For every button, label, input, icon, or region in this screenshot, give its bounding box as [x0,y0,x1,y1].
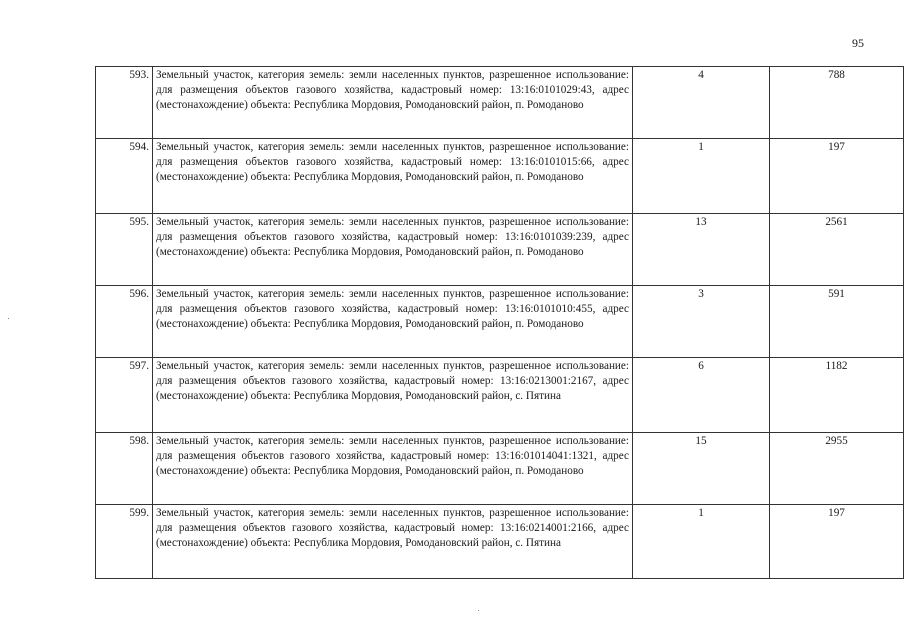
row-description: Земельный участок, категория земель: земли населенных пунктов, разрешенное использование: для размещения объектов газового хозяйства, кадастровый номер: 13:16:0101039:239, адрес (местонахождение) объекта: Республика Мордовия, Ромодановский район, п. Ромоданово [153,214,633,286]
table-row [96,67,904,139]
row-quantity: 4 [633,67,770,139]
table-row [96,358,904,433]
table-row [96,286,904,358]
row-description: Земельный участок, категория земель: земли населенных пунктов, разрешенное использование: для размещения объектов газового хозяйства, кадастровый номер: 13:16:0101015:66, адрес (местонахождение) объекта: Республика Мордовия, Ромодановский район, п. Ромоданово [153,139,633,214]
row-number: 595. [96,214,153,286]
table-row [96,433,904,505]
page-number: 95 [852,36,864,50]
table-row [96,214,904,286]
table-row [96,505,904,579]
row-description: Земельный участок, категория земель: земли населенных пунктов, разрешенное использование: для размещения объектов газового хозяйства, кадастровый номер: 13:16:0214001:2166, адрес (местонахождение) объекта: Республика Мордовия, Ромодановский район, с. Пятина [153,505,633,579]
row-quantity: 15 [633,433,770,505]
scan-speck [8,318,9,319]
row-value: 2955 [770,433,904,505]
row-value: 1182 [770,358,904,433]
row-value: 197 [770,505,904,579]
row-number: 594. [96,139,153,214]
property-table [95,66,904,579]
row-number: 597. [96,358,153,433]
table-row [96,139,904,214]
row-quantity: 6 [633,358,770,433]
scan-speck [478,610,479,611]
row-quantity: 3 [633,286,770,358]
row-number: 598. [96,433,153,505]
row-quantity: 13 [633,214,770,286]
row-description: Земельный участок, категория земель: земли населенных пунктов, разрешенное использование: для размещения объектов газового хозяйства, кадастровый номер: 13:16:0101029:43, адрес (местонахождение) объекта: Республика Мордовия, Ромодановский район, п. Ромоданово [153,67,633,139]
row-quantity: 1 [633,505,770,579]
row-value: 591 [770,286,904,358]
row-description: Земельный участок, категория земель: земли населенных пунктов, разрешенное использование: для размещения объектов газового хозяйства, кадастровый номер: 13:16:0101010:455, адрес (местонахождение) объекта: Республика Мордовия, Ромодановский район, п. Ромоданово [153,286,633,358]
row-quantity: 1 [633,139,770,214]
row-description: Земельный участок, категория земель: земли населенных пунктов, разрешенное использование: для размещения объектов газового хозяйства, кадастровый номер: 13:16:01014041:1321, адрес (местонахождение) объекта: Республика Мордовия, Ромодановский район, п. Ромоданово [153,433,633,505]
row-number: 593. [96,67,153,139]
row-description: Земельный участок, категория земель: земли населенных пунктов, разрешенное использование: для размещения объектов газового хозяйства, кадастровый номер: 13:16:0213001:2167, адрес (местонахождение) объекта: Республика Мордовия, Ромодановский район, с. Пятина [153,358,633,433]
row-value: 2561 [770,214,904,286]
row-value: 788 [770,67,904,139]
row-value: 197 [770,139,904,214]
row-number: 596. [96,286,153,358]
row-number: 599. [96,505,153,579]
